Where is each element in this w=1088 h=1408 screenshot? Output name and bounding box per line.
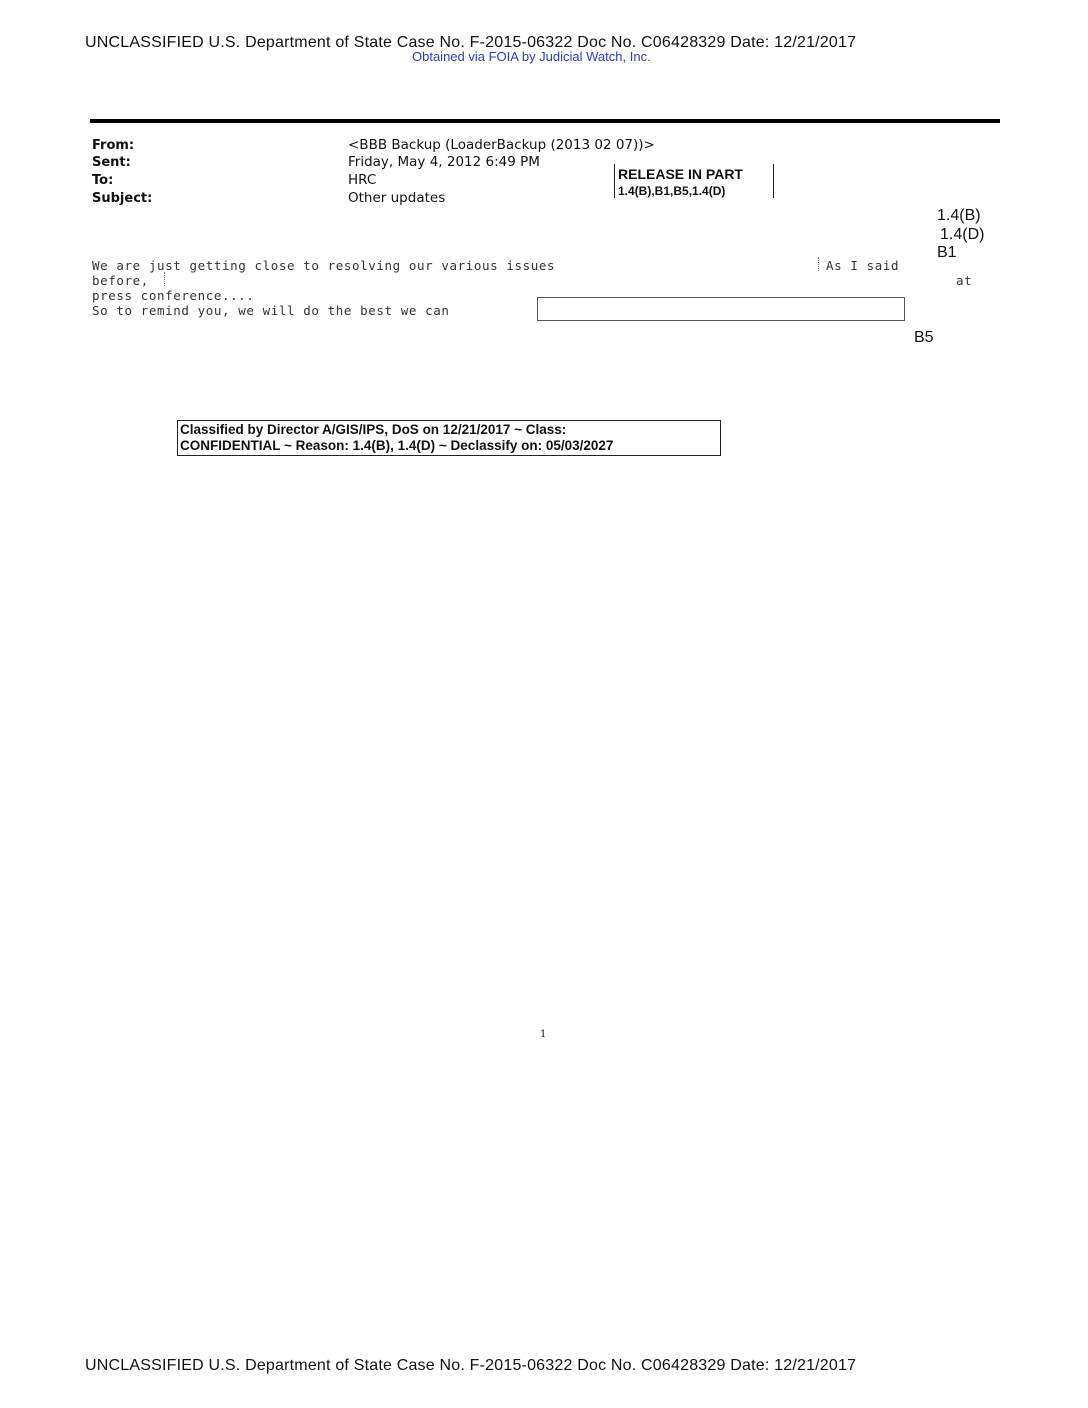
to-label: To: xyxy=(92,173,114,188)
sent-label: Sent: xyxy=(92,155,131,170)
release-stamp-title: RELEASE IN PART xyxy=(618,166,743,182)
bottom-classification-banner: UNCLASSIFIED U.S. Department of State Case No. F-2015-06322 Doc No. C06428329 Date: 12/21/2017 xyxy=(85,1357,857,1374)
subject-label: Subject: xyxy=(92,191,153,206)
classification-line-1: Classified by Director A/GIS/IPS, DoS on 12/21/2017 ~ Class: xyxy=(180,422,567,437)
body-line-3: press conference.... xyxy=(92,288,255,303)
to-value: HRC xyxy=(348,172,377,188)
header-rule xyxy=(90,119,1000,123)
body-line-2-tail: at xyxy=(956,273,973,288)
from-value: <BBB Backup (LoaderBackup (2013 02 07))> xyxy=(348,137,655,153)
classification-box xyxy=(177,420,721,456)
redaction-marker xyxy=(164,272,165,286)
foia-source-note: Obtained via FOIA by Judicial Watch, Inc. xyxy=(412,49,651,64)
redaction-box-b5 xyxy=(537,297,905,321)
page-number: 1 xyxy=(540,1029,547,1040)
classification-line-2: CONFIDENTIAL ~ Reason: 1.4(B), 1.4(D) ~ Declassify on: 05/03/2027 xyxy=(180,438,614,453)
sent-value: Friday, May 4, 2012 6:49 PM xyxy=(348,154,540,170)
redaction-marker xyxy=(818,257,819,271)
exemption-code-b1: B1 xyxy=(937,244,957,261)
body-line-4: So to remind you, we will do the best we can xyxy=(92,303,450,318)
body-line-1: We are just getting close to resolving our various issues xyxy=(92,258,556,273)
exemption-code-1-4-b: 1.4(B) xyxy=(937,207,981,224)
exemption-code-b5: B5 xyxy=(914,329,934,346)
body-line-1-tail: As I said xyxy=(826,258,900,273)
from-label: From: xyxy=(92,138,135,153)
release-stamp-codes: 1.4(B),B1,B5,1.4(D) xyxy=(618,184,726,198)
subject-value: Other updates xyxy=(348,190,446,206)
body-line-2: before, xyxy=(92,273,149,288)
top-classification-banner: UNCLASSIFIED U.S. Department of State Case No. F-2015-06322 Doc No. C06428329 Date: 12/21/2017 xyxy=(85,34,857,51)
release-stamp xyxy=(614,164,774,198)
exemption-code-1-4-d: 1.4(D) xyxy=(940,226,985,243)
